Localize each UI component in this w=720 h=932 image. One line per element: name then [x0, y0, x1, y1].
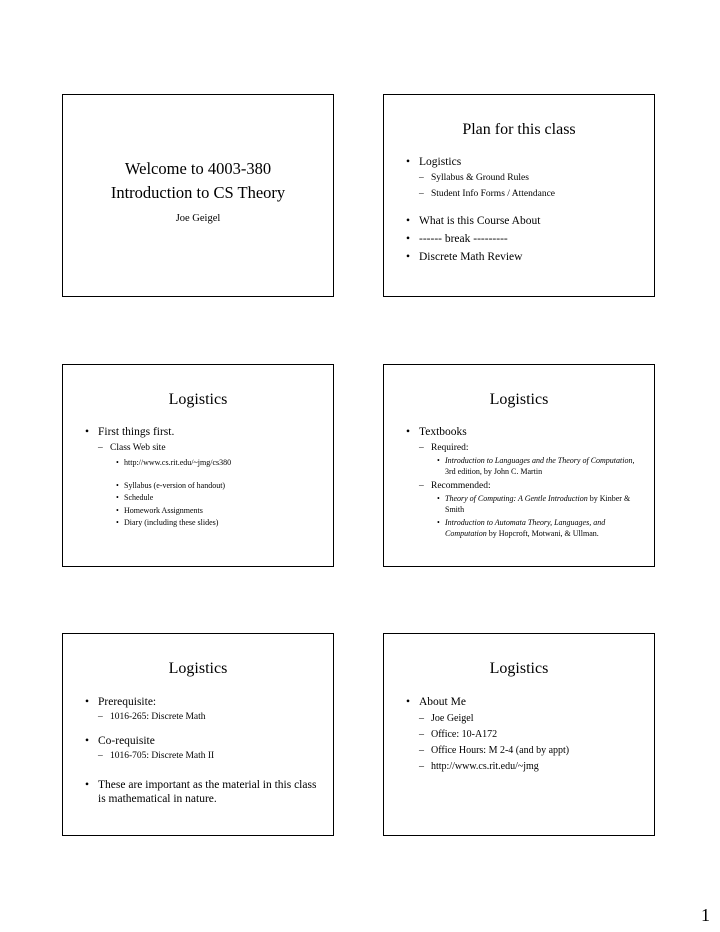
- slide-2-bullet-break: • ------ break ---------: [406, 232, 642, 246]
- slide-3-content: [85, 425, 321, 529]
- slide-4-rec-book-1-title: Theory of Computing: A Gentle Introduction: [445, 494, 588, 503]
- slide-4-rec-book-2: [406, 518, 642, 539]
- slide-1-title-line1: Welcome to 4003-380: [124, 159, 272, 178]
- slide-4-title: Logistics: [489, 391, 549, 408]
- slide-2-sub-info-forms: – Student Info Forms / Attendance: [406, 188, 642, 200]
- slide-5-bullet-importance: • These are important as the material in this class is mathematical in nature.: [85, 778, 321, 806]
- slide-2-bullet-course-about: • What is this Course About: [406, 214, 642, 228]
- slide-4-rec-book-2-details: by Hopcroft, Motwani, & Ullman.: [486, 528, 599, 538]
- slide-4-bullet-textbooks: • Textbooks: [406, 425, 642, 439]
- slide-2-plan: [383, 94, 655, 297]
- slide-4-logistics-textbooks: [383, 364, 655, 567]
- slide-4-rec-book-1-details: by Kinber & Smith: [445, 494, 631, 514]
- slide-4-required-book-title: Introduction to Languages and the Theory of Computation: [445, 456, 633, 465]
- slide-6-sub-office: – Office: 10-A172: [406, 729, 642, 741]
- slide-6-sub-office-hours: – Office Hours: M 2-4 (and by appt): [406, 745, 642, 757]
- slide-2-bullet-math-review: • Discrete Math Review: [406, 250, 642, 264]
- slide-2-sub-syllabus: – Syllabus & Ground Rules: [406, 172, 642, 184]
- slide-4-rec-book-1: [406, 494, 642, 515]
- slide-3-title: Logistics: [168, 391, 228, 408]
- slide-2-bullet-logistics: • Logistics: [406, 155, 642, 169]
- slide-1-welcome: [62, 94, 334, 297]
- slide-1-author: Joe Geigel: [175, 213, 221, 224]
- slide-5-bullet-corequisite: • Co-requisite: [85, 734, 321, 748]
- slide-5-content: [85, 695, 321, 806]
- slide-3-bullet-first-things: • First things first.: [85, 425, 321, 439]
- slide-4-rec-book-2-title: Introduction to Automata Theory, Languages, and Computation: [445, 518, 606, 538]
- slide-6-bullet-about-me: • About Me: [406, 695, 642, 709]
- slide-3-item-url: • http://www.cs.rit.edu/~jmg/cs380: [85, 458, 321, 469]
- slide-3-item-homework: • Homework Assignments: [85, 506, 321, 517]
- slide-1-title-line2: Introduction to CS Theory: [110, 183, 286, 202]
- slide-4-sub-required: – Required:: [406, 442, 642, 454]
- slide-6-logistics-about: [383, 633, 655, 836]
- slide-2-title: Plan for this class: [462, 121, 576, 138]
- slide-5-sub-discrete-math-2: – 1016-705: Discrete Math II: [85, 750, 321, 762]
- slide-5-sub-discrete-math: – 1016-265: Discrete Math: [85, 711, 321, 723]
- page-number: 1: [701, 905, 710, 925]
- slide-5-title: Logistics: [168, 660, 228, 677]
- slide-1-title-block: [63, 157, 333, 205]
- slide-4-sub-recommended: – Recommended:: [406, 480, 642, 492]
- slide-4-content: [406, 425, 642, 539]
- slide-2-content: [406, 155, 642, 264]
- slide-3-item-syllabus: • Syllabus (e-version of handout): [85, 481, 321, 492]
- slide-5-logistics-prereq: [62, 633, 334, 836]
- slide-6-content: [406, 695, 642, 773]
- slide-3-logistics: [62, 364, 334, 567]
- slide-3-item-schedule: • Schedule: [85, 493, 321, 504]
- slide-5-bullet-prerequisite: • Prerequisite:: [85, 695, 321, 709]
- slide-6-sub-name: – Joe Geigel: [406, 713, 642, 725]
- slide-4-required-book: [406, 456, 642, 477]
- slide-6-sub-url: – http://www.cs.rit.edu/~jmg: [406, 761, 642, 773]
- slide-4-required-book-details: , 3rd edition, by John C. Martin: [445, 456, 635, 476]
- slide-3-sub-web-site: – Class Web site: [85, 442, 321, 454]
- slide-3-item-diary: • Diary (including these slides): [85, 518, 321, 529]
- slide-6-title: Logistics: [489, 660, 549, 677]
